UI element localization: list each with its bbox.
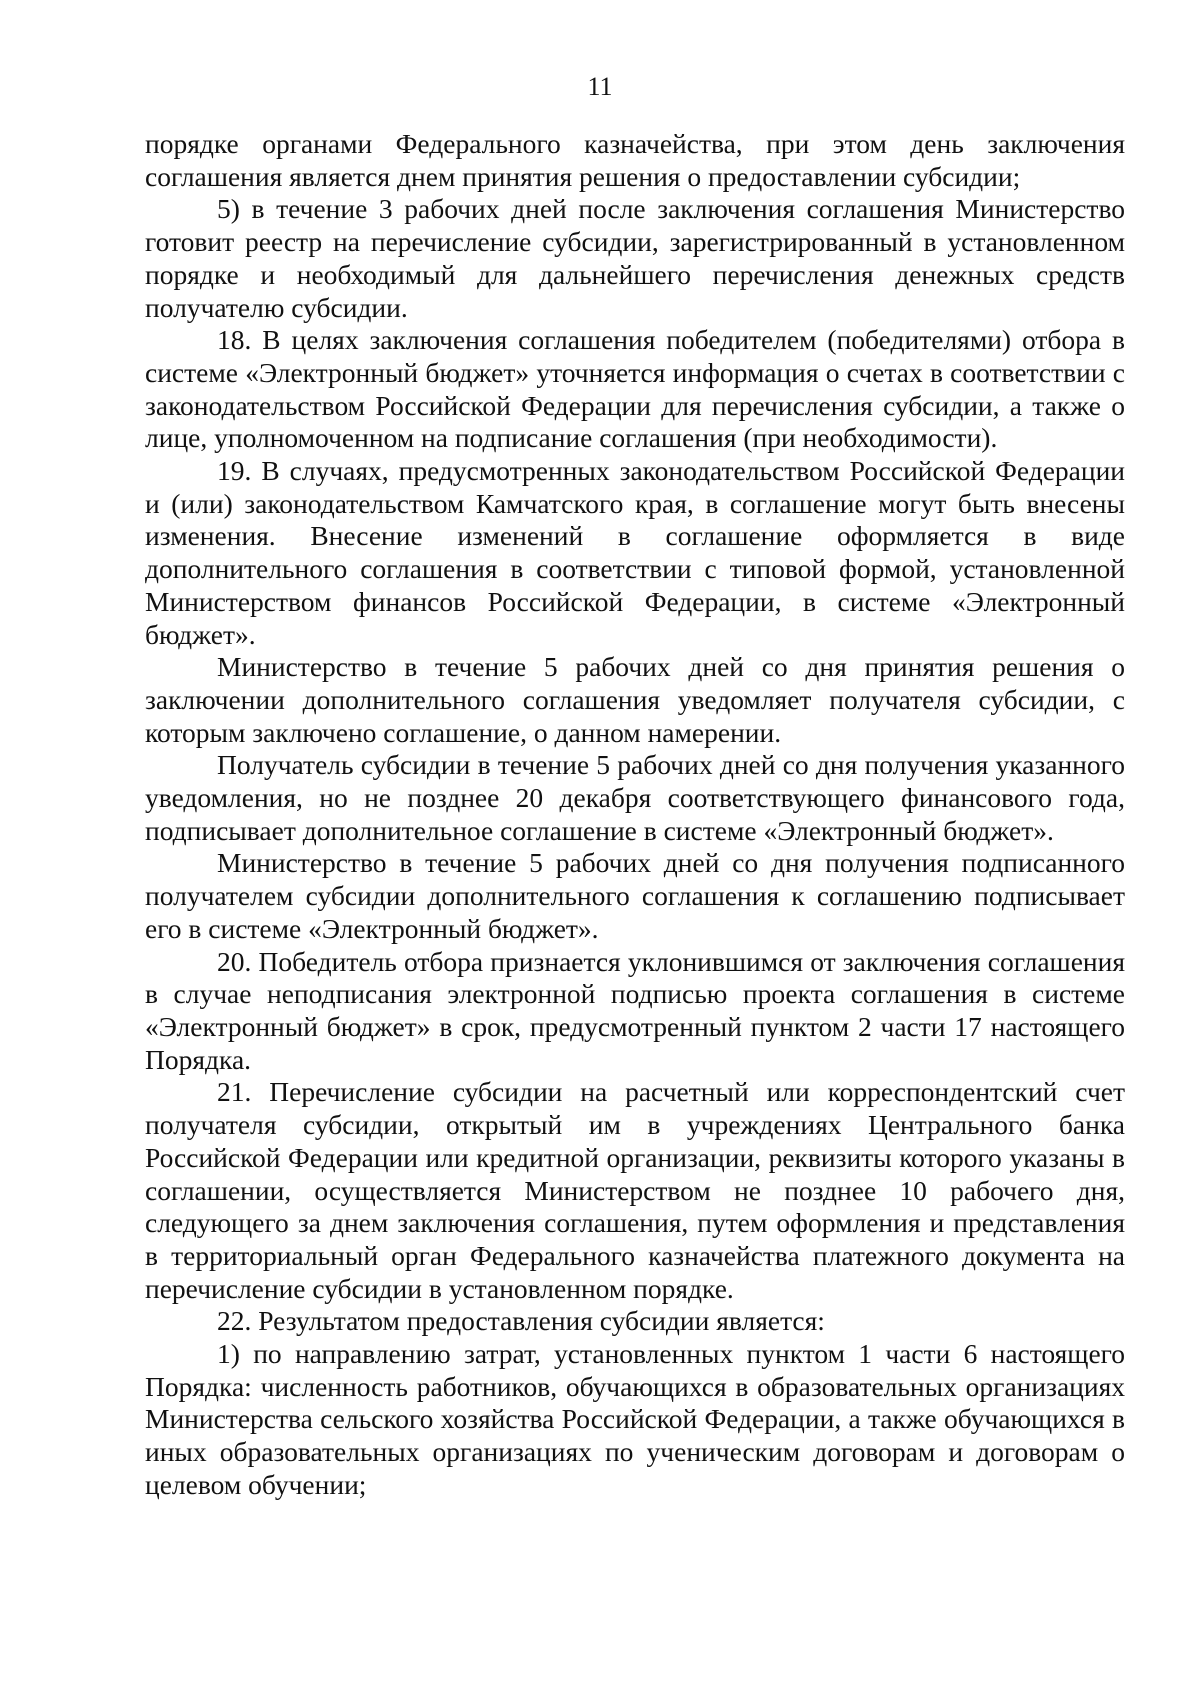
- paragraph-item-20: 20. Победитель отбора признается уклонившимся от заключения соглашения в случае неподписания электронной подписью проекта соглашения в системе «Электронный бюджет» в срок, предусмотренный пунктом 2 части 17 настоящего Порядка.: [145, 945, 1125, 1075]
- page-number: 11: [587, 72, 613, 101]
- paragraph-item-19: 19. В случаях, предусмотренных законодательством Российской Федерации и (или) законодательством Камчатского края, в соглашение могут быть внесены изменения. Внесение изменений в соглашение оформляется в виде дополнительного соглашения в соответствии с типовой формой, установленной Министерством финансов Российской Федерации, в системе «Электронный бюджет».: [145, 455, 1125, 650]
- paragraph: Министерство в течение 5 рабочих дней со дня принятия решения о заключении дополнительного соглашения уведомляет получателя субсидии, с которым заключено соглашение, о данном намерении.: [145, 651, 1125, 748]
- paragraph: 1) по направлению затрат, установленных пунктом 1 части 6 настоящего Порядка: численность работников, обучающихся в образовательных организациях Министерства сельского хозяйства Российской Федерации, а также обучающихся в иных образовательных организациях по ученическим договорам и договорам о целевом обучении;: [145, 1338, 1125, 1500]
- paragraph-item-22: 22. Результатом предоставления субсидии является:: [217, 1305, 825, 1337]
- paragraph-item-21: 21. Перечисление субсидии на расчетный или корреспондентский счет получателя субсидии, открытый им в учреждениях Центрального банка Российской Федерации или кредитной организации, реквизиты которого указаны в соглашении, осуществляется Министерством не позднее 10 рабочего дня, следующего за днем заключения соглашения, путем оформления и представления в территориальный орган Федерального казначейства платежного документа на перечисление субсидии в установленном порядке.: [145, 1076, 1125, 1304]
- paragraph: 5) в течение 3 рабочих дней после заключения соглашения Министерство готовит реестр на перечисление субсидии, зарегистрированный в установленном порядке и необходимый для дальнейшего перечисления денежных средств получателю субсидии.: [145, 193, 1125, 323]
- paragraph-item-18: 18. В целях заключения соглашения победителем (победителями) отбора в системе «Электронный бюджет» уточняется информация о счетах в соответствии с законодательством Российской Федерации для перечисления субсидии, а также о лице, уполномоченном на подписание соглашения (при необходимости).: [145, 324, 1125, 454]
- paragraph: порядке органами Федерального казначейства, при этом день заключения соглашения является днем принятия решения о предоставлении субсидии;: [145, 128, 1125, 192]
- paragraph: Министерство в течение 5 рабочих дней со дня получения подписанного получателем субсидии дополнительного соглашения к соглашению подписывает его в системе «Электронный бюджет».: [145, 847, 1125, 944]
- paragraph: Получатель субсидии в течение 5 рабочих дней со дня получения указанного уведомления, но не позднее 20 декабря соответствующего финансового года, подписывает дополнительное соглашение в системе «Электронный бюджет».: [145, 749, 1125, 846]
- document-body: [145, 128, 1125, 1502]
